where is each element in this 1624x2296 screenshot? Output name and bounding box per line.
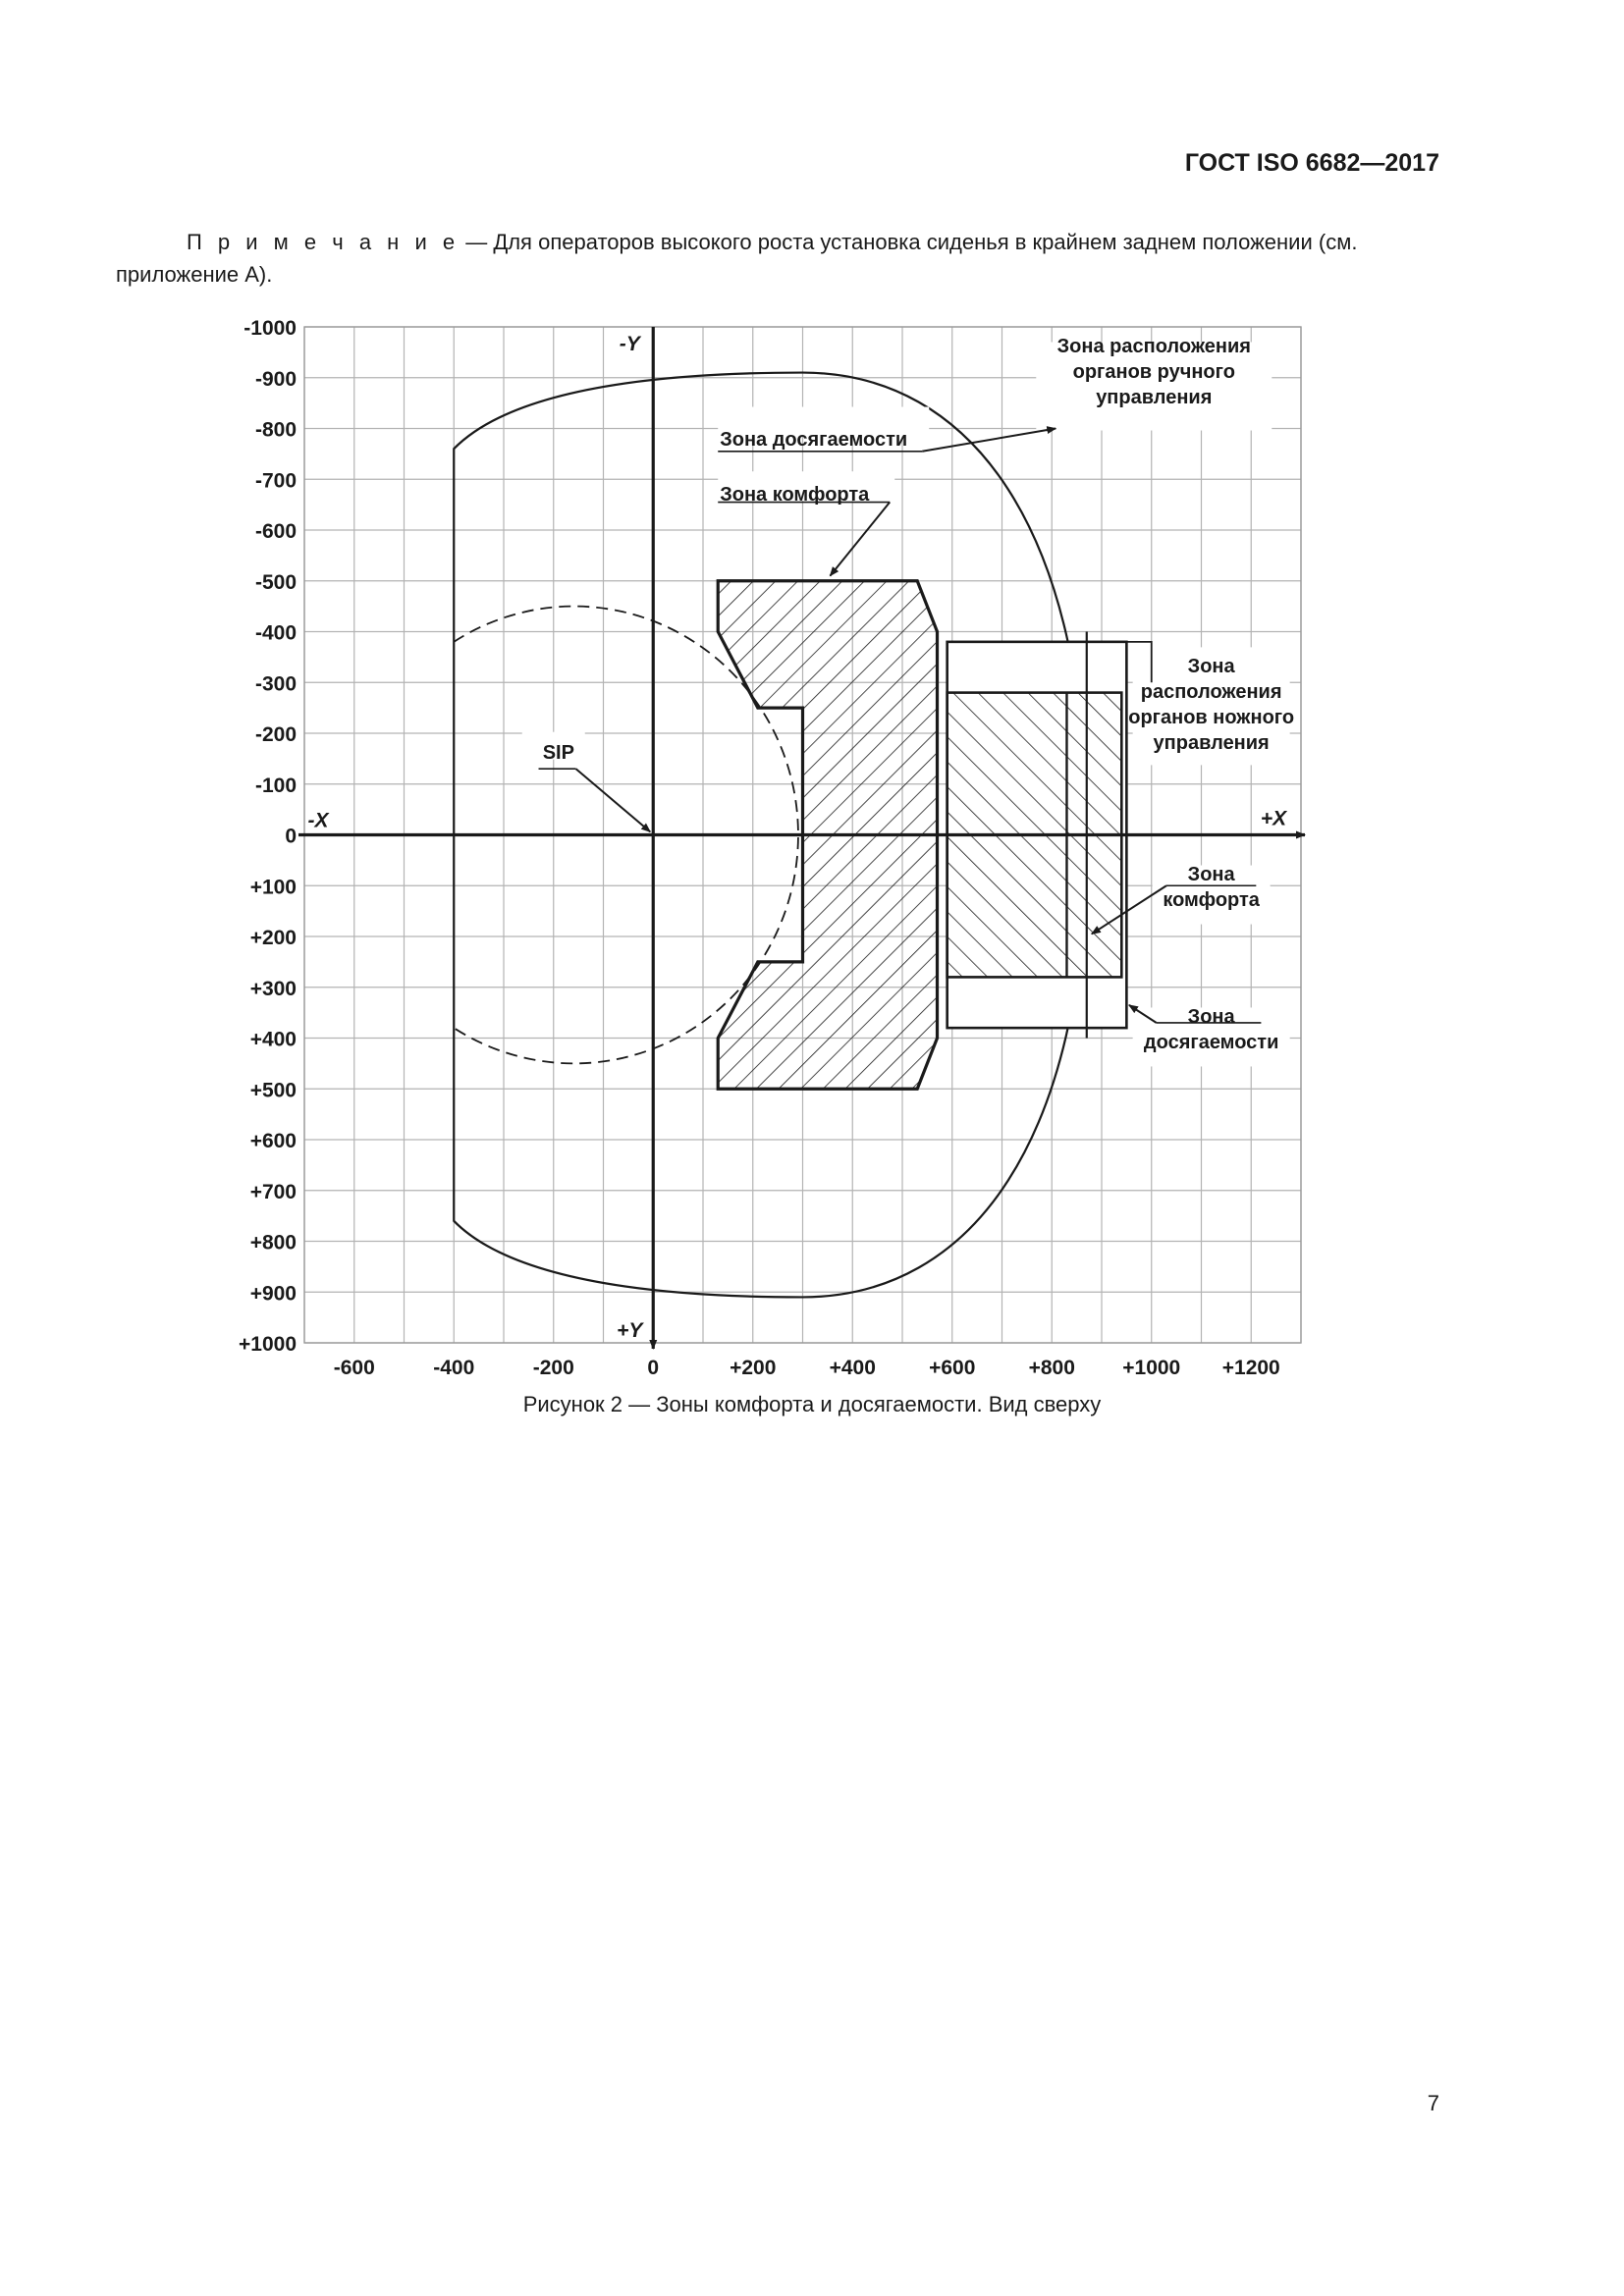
note-paragraph bbox=[116, 226, 1437, 291]
comfort-zone-label: Зона комфорта bbox=[720, 483, 870, 506]
comfort-zone-leader bbox=[830, 503, 890, 576]
y-tick-label: +500 bbox=[249, 1079, 297, 1102]
y-tick-label: +1000 bbox=[239, 1333, 297, 1356]
x-tick-label: 0 bbox=[647, 1357, 660, 1379]
y-tick-label: -900 bbox=[254, 367, 297, 391]
reach-comfort-diagram bbox=[222, 312, 1322, 1392]
figure-diagram bbox=[222, 312, 1322, 1392]
foot-comfort-label: Зона bbox=[1187, 864, 1235, 886]
y-tick-label: -1000 bbox=[244, 317, 297, 340]
hand-zone-label: управления bbox=[1096, 386, 1213, 408]
x-tick-label: +600 bbox=[929, 1357, 976, 1379]
foot-comfort-label: комфорта bbox=[1163, 889, 1260, 912]
y-tick-label: +300 bbox=[249, 977, 297, 1000]
foot-zone-label: расположения bbox=[1140, 680, 1282, 703]
x-tick-label: -600 bbox=[333, 1357, 375, 1379]
reach-zone-label: Зона досягаемости bbox=[720, 429, 908, 452]
document-standard-header: ГОСТ ISO 6682—2017 bbox=[1184, 149, 1439, 177]
x-tick-label: -200 bbox=[532, 1357, 574, 1379]
foot-reach-label: Зона bbox=[1187, 1005, 1235, 1028]
foot-reach-label: досягаемости bbox=[1143, 1031, 1279, 1053]
y-tick-label: +600 bbox=[249, 1130, 297, 1152]
foot-zone-label: Зона bbox=[1187, 655, 1235, 677]
axis-label-neg-y: -Y bbox=[619, 333, 640, 355]
axis-label-neg-x: -X bbox=[307, 809, 329, 832]
y-tick-label: -700 bbox=[254, 469, 297, 493]
foot-zone-label: органов ножного bbox=[1128, 706, 1295, 728]
axis-label-pos-y: +Y bbox=[617, 1319, 643, 1342]
note-lead: П р и м е ч а н и е bbox=[187, 230, 460, 254]
y-tick-label: -500 bbox=[254, 570, 297, 594]
sip-leader bbox=[576, 769, 651, 831]
x-tick-label: +200 bbox=[730, 1357, 777, 1379]
y-tick-label: +100 bbox=[249, 876, 297, 899]
x-tick-label: +1000 bbox=[1122, 1357, 1181, 1379]
axis-label-pos-x: +X bbox=[1260, 807, 1287, 830]
hand-zone-label: органов ручного bbox=[1072, 360, 1235, 383]
note-text: — Для операторов высокого роста установка сиденья в крайнем заднем положении (см. приложение А). bbox=[116, 230, 1358, 287]
y-tick-label: -100 bbox=[254, 774, 297, 797]
y-tick-label: +900 bbox=[249, 1282, 297, 1306]
y-tick-label: +400 bbox=[249, 1028, 297, 1051]
y-tick-label: -600 bbox=[254, 520, 297, 543]
page-number: 7 bbox=[1427, 2091, 1439, 2115]
x-tick-label: +800 bbox=[1028, 1357, 1075, 1379]
x-tick-label: +400 bbox=[829, 1357, 876, 1379]
hand-zone-label: Зона расположения bbox=[1056, 335, 1251, 357]
x-tick-label: -400 bbox=[433, 1357, 475, 1379]
y-tick-label: +800 bbox=[249, 1231, 297, 1255]
y-tick-label: -200 bbox=[254, 723, 297, 746]
foot-zone-label: управления bbox=[1153, 731, 1270, 754]
y-tick-label: -400 bbox=[254, 621, 297, 645]
y-tick-label: 0 bbox=[285, 825, 297, 848]
y-tick-label: -800 bbox=[254, 418, 297, 442]
y-tick-label: +200 bbox=[249, 927, 297, 949]
reach-zone-leader bbox=[922, 429, 1056, 452]
sip-label: SIP bbox=[542, 741, 574, 764]
y-tick-label: -300 bbox=[254, 672, 297, 696]
x-tick-label: +1200 bbox=[1221, 1357, 1280, 1379]
y-tick-label: +700 bbox=[249, 1180, 297, 1203]
figure-caption: Рисунок 2 — Зоны комфорта и досягаемости. Вид сверху bbox=[522, 1392, 1102, 1416]
